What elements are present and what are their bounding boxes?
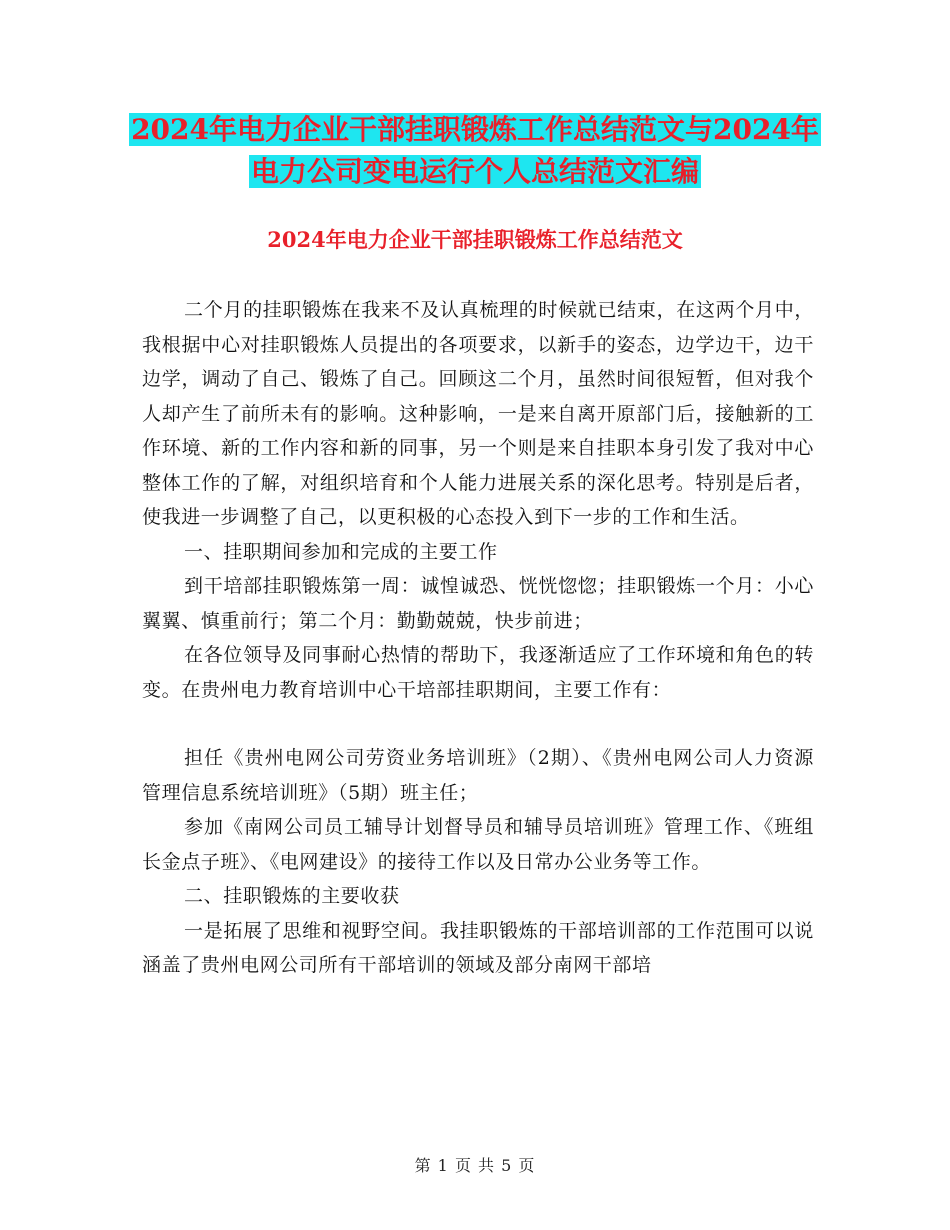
paragraph: 二个月的挂职锻炼在我来不及认真梳理的时候就已结束，在这两个月中，我根据中心对挂职锻炼人员提出的各项要求，以新手的姿态，边学边干，边干边学，调动了自己、锻炼了自己。回顾这二个月，虽然时间很短暂，但对我个人却产生了前所未有的影响。这种影响，一是来自离开原部门后，接触新的工作环境、新的工作内容和新的同事，另一个则是来自挂职本身引发了我对中心整体工作的了解，对组织培育和个人能力进展关系的深化思考。特别是后者，使我进一步调整了自己，以更积极的心态投入到下一步的工作和生活。	[142, 299, 814, 528]
document-body	[142, 293, 814, 983]
paragraph: 参加《南网公司员工辅导计划督导员和辅导员培训班》管理工作、《班组长金点子班》、《电网建设》的接待工作以及日常办公业务等工作。	[142, 816, 814, 873]
title-highlight: 电力公司变电运行个人总结范文汇编	[250, 155, 699, 188]
document-title-line-2	[0, 154, 950, 190]
document-title-line-1	[0, 112, 950, 148]
title-highlight: 2024年电力企业干部挂职锻炼工作总结范文与2024年	[131, 113, 819, 146]
paragraph: 担任《贵州电网公司劳资业务培训班》（2期）、《贵州电网公司人力资源管理信息系统培训班》（5期）班主任；	[142, 747, 814, 804]
paragraph: 一是拓展了思维和视野空间。我挂职锻炼的干部培训部的工作范围可以说涵盖了贵州电网公司所有干部培训的领域及部分南网干部培	[142, 919, 814, 976]
page-footer: 第 1 页 共 5 页	[414, 1156, 536, 1175]
section-title: 2024年电力企业干部挂职锻炼工作总结范文	[267, 227, 683, 252]
paragraph: 到干培部挂职锻炼第一周：诚惶诚恐、恍恍惚惚；挂职锻炼一个月：小心翼翼、慎重前行；第二个月：勤勤兢兢，快步前进；	[142, 575, 814, 632]
section-heading: 二、挂职锻炼的主要收获	[184, 885, 400, 907]
paragraph: 在各位领导及同事耐心热情的帮助下，我逐渐适应了工作环境和角色的转变。在贵州电力教育培训中心干培部挂职期间，主要工作有：	[142, 644, 814, 701]
section-heading: 一、挂职期间参加和完成的主要工作	[184, 540, 498, 563]
